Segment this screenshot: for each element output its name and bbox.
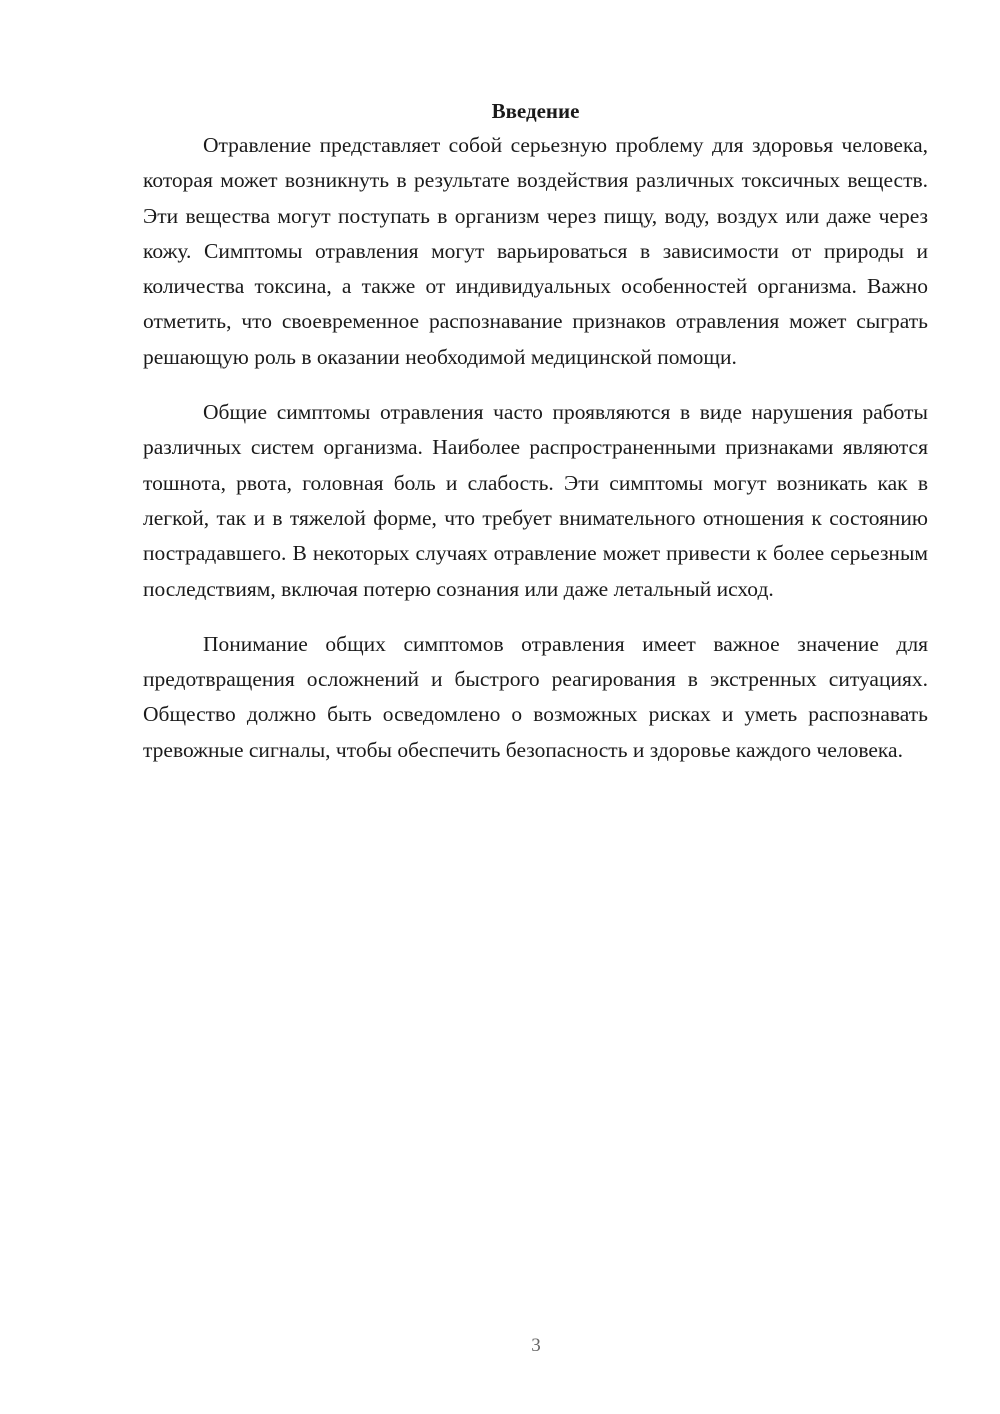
section-heading: Введение	[491, 99, 580, 123]
paragraph-2: Общие симптомы отравления часто проявляются в виде нарушения работы различных систем организма. Наиболее распространенными признаками являются тошнота, рвота, головная боль и слабость. Эти симптомы могут возникать как в легкой, так и в тяжелой форме, что требует внимательного отношения к состоянию пострадавшего. В некоторых случаях отравление может привести к более серьезным последствиям, включая потерю сознания или даже летальный исход.	[143, 400, 928, 601]
page-content	[143, 96, 928, 788]
page-number: 3	[531, 1335, 541, 1356]
paragraph-1: Отравление представляет собой серьезную проблему для здоровья человека, которая может возникнуть в результате воздействия различных токсичных веществ. Эти вещества могут поступать в организм через пищу, воду, воздух или даже через кожу. Симптомы отравления могут варьироваться в зависимости от природы и количества токсина, а также от индивидуальных особенностей организма. Важно отметить, что своевременное распознавание признаков отравления может сыграть решающую роль в оказании необходимой медицинской помощи.	[143, 133, 928, 369]
paragraph-3: Понимание общих симптомов отравления имеет важное значение для предотвращения осложнений и быстрого реагирования в экстренных ситуациях. Общество должно быть осведомлено о возможных рисках и уметь распознавать тревожные сигналы, чтобы обеспечить безопасность и здоровье каждого человека.	[143, 631, 928, 762]
